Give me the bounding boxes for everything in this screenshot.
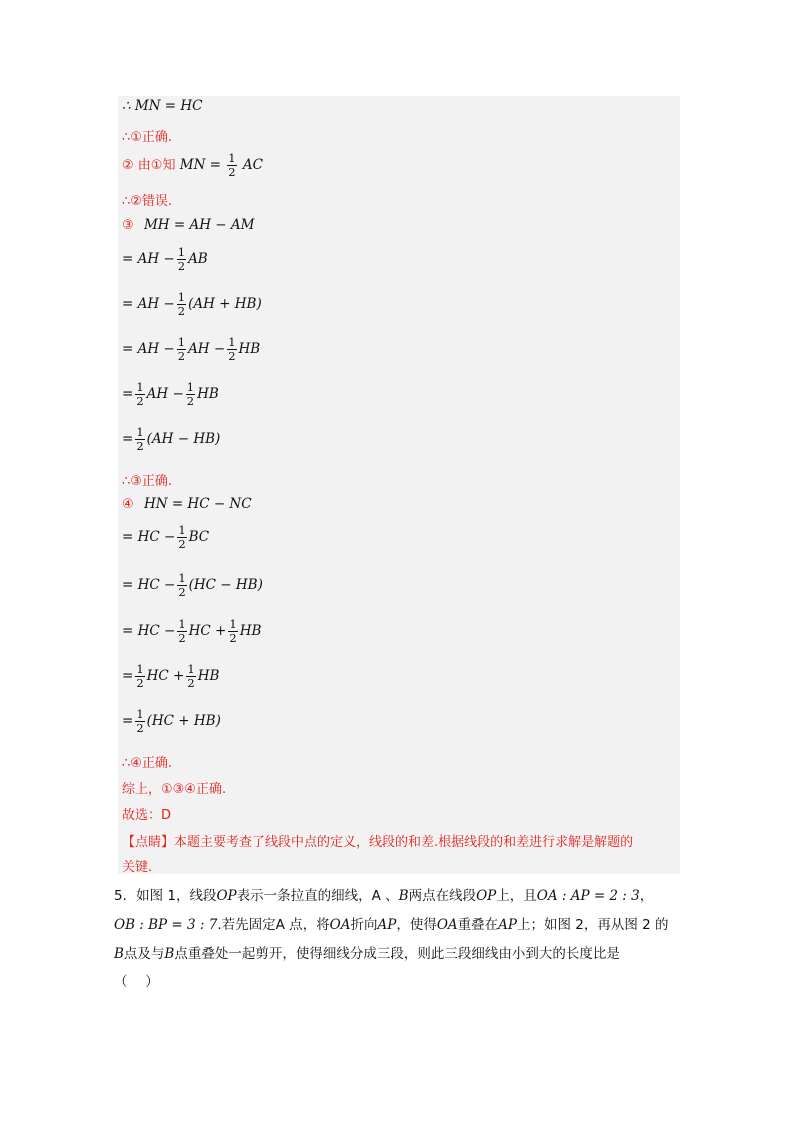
fraction: $\frac{1}{2}$	[228, 151, 236, 179]
comment-line-1: 【点睛】本题主要考查了线段中点的定义，线段的和差.根据线段的和差进行求解是解题的	[122, 835, 634, 850]
question-5-line-1: 5．如图 1，线段OP表示一条拉直的细线，A 、B两点在线段OP上，且OA : AP = 2 : 3，	[114, 888, 654, 904]
line-step-3-eq-2: = AH − $\frac{1}{2}$ (AH + HB)	[122, 290, 262, 318]
line-step-4-eq-5: = $\frac{1}{2}$ (HC + HB)	[122, 707, 221, 735]
question-5-line-3: B点及与B点重叠处一起剪开，使得细线分成三段，则此三段细线由小到大的长度比是	[114, 946, 620, 962]
solution-panel	[118, 96, 680, 874]
line-step-3: ③ MH = AH − AM	[122, 217, 255, 233]
line-mn-eq-hc: ∴ MN = HC	[122, 98, 203, 114]
answer-line: 故选：D	[122, 808, 172, 823]
line-step-4: ④ HN = HC − NC	[122, 496, 252, 512]
line-step-2: ② 由①知 MN = $\frac{1}{2}$ AC	[122, 151, 264, 179]
line-step-3-eq-3: = AH − $\frac{1}{2}$ AH − $\frac{1}{2}$ HB	[122, 335, 261, 363]
conclusion-2-wrong: ∴②错误.	[122, 194, 173, 209]
line-step-4-eq-4: = $\frac{1}{2}$ HC + $\frac{1}{2}$ HB	[122, 662, 220, 690]
line-step-4-eq-2: = HC − $\frac{1}{2}$ (HC − HB)	[122, 571, 263, 599]
question-5-line-2: OB : BP = 3 : 7.若先固定A 点，将OA折向AP，使得OA重叠在AP上；如图 2，再从图 2 的	[114, 917, 669, 933]
line-step-4-eq-1: = HC − $\frac{1}{2}$ BC	[122, 523, 210, 551]
conclusion-1-correct: ∴①正确.	[122, 130, 173, 145]
question-5-answer-blank: （ ）	[114, 974, 159, 990]
line-step-3-eq-1: = AH − $\frac{1}{2}$ AB	[122, 245, 208, 273]
conclusion-4-correct: ∴④正确.	[122, 756, 173, 771]
line-step-3-eq-4: = $\frac{1}{2}$ AH − $\frac{1}{2}$ HB	[122, 380, 219, 408]
line-step-4-eq-3: = HC − $\frac{1}{2}$ HC + $\frac{1}{2}$ HB	[122, 617, 262, 645]
comment-line-2: 关键.	[122, 860, 153, 875]
line-step-3-eq-5: = $\frac{1}{2}$ (AH − HB)	[122, 425, 221, 453]
conclusion-3-correct: ∴③正确.	[122, 474, 173, 489]
summary-line: 综上，①③④正确.	[122, 782, 227, 797]
